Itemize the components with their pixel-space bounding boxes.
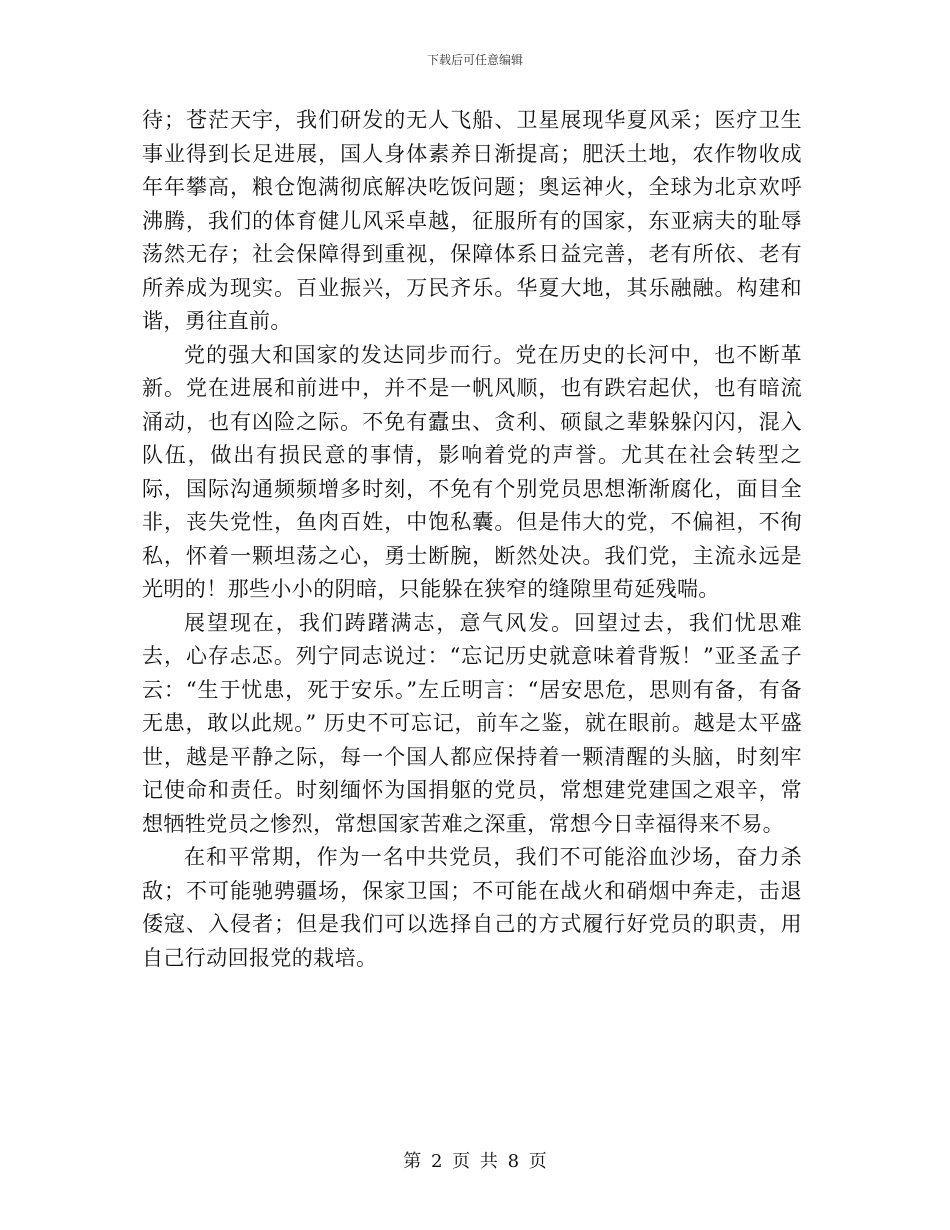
page-header: 下载后可任意编辑 (426, 53, 523, 67)
paragraph-looking-ahead: 展望现在，我们踌躇满志，意气风发。回望过去，我们忧思难去，心存忐忑。列宁同志说过：“忘记历史就意味着背叛！”亚圣孟子云：“生于忧患，死于安乐。”左丘明言：“居安思危，思则有备，有备无患，敢以此规。” 历史不可忘记，前车之鉴，就在眼前。越是太平盛世，越是平静之际，每一个国人都应保持着一颗清醒的头脑，时刻牢记使命和责任。时刻缅怀为国捐躯的党员，常想建党建国之艰辛，常想牺牲党员之惨烈，常想国家苦难之深重，常想今日幸福得来不易。 (142, 610, 802, 836)
page-number-footer: 第 2 页 共 8 页 (403, 1151, 547, 1172)
paragraph-party-strength: 党的强大和国家的发达同步而行。党在历史的长河中，也不断革新。党在进展和前进中，并不是一帆风顺，也有跌宕起伏，也有暗流涌动，也有凶险之际。不免有蠹虫、贪利、硕鼠之辈躲躲闪闪，混入队伍，做出有损民意的事情，影响着党的声誉。尤其在社会转型之际，国际沟通频频增多时刻，不免有个别党员思想渐渐腐化，面目全非，丧失党性，鱼肉百姓，中饱私囊。但是伟大的党，不偏袒，不徇私，怀着一颗坦荡之心，勇士断腕，断然处决。我们党，主流永远是光明的！那些小小的阴暗，只能躲在狭窄的缝隙里苟延残喘。 (142, 342, 802, 601)
document-body (142, 104, 802, 975)
paragraph-peacetime-duty: 在和平常期，作为一名中共党员，我们不可能浴血沙场，奋力杀敌；不可能驰骋疆场，保家卫国；不可能在战火和硝烟中奔走，击退倭寇、入侵者；但是我们可以选择自己的方式履行好党员的职责，用自己行动回报党的栽培。 (142, 845, 802, 970)
paragraph-continued: 待；苍茫天宇，我们研发的无人飞船、卫星展现华夏风采；医疗卫生事业得到长足进展，国人身体素养日渐提高；肥沃土地，农作物收成年年攀高，粮仓饱满彻底解决吃饭问题；奥运神火，全球为北京欢呼沸腾，我们的体育健儿风采卓越，征服所有的国家，东亚病夫的耻辱荡然无存；社会保障得到重视，保障体系日益完善，老有所依、老有所养成为现实。百业振兴，万民齐乐。华夏大地，其乐融融。构建和谐，勇往直前。 (142, 108, 802, 333)
